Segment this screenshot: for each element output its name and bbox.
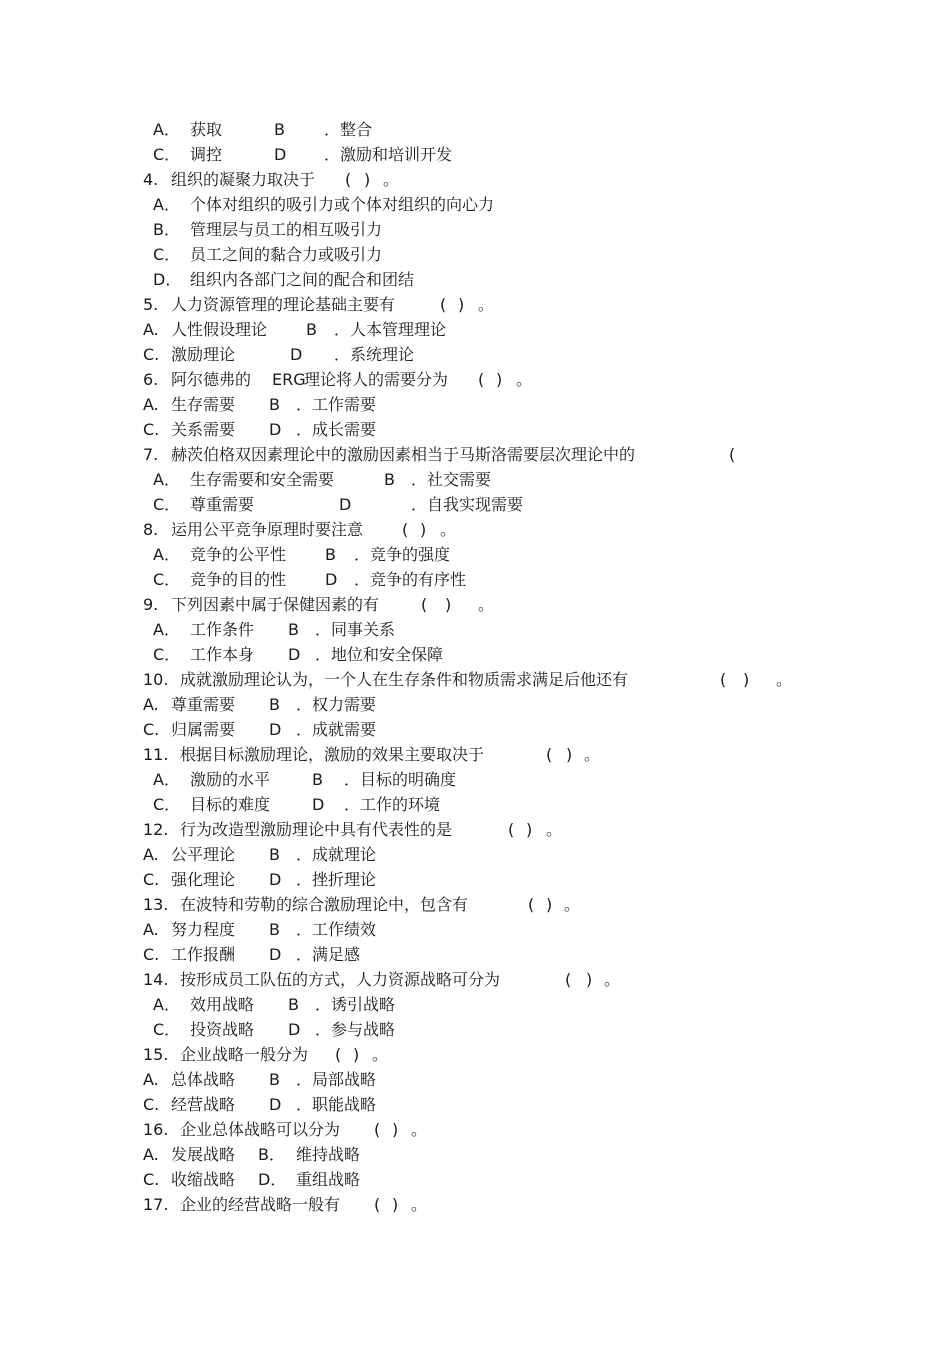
text-segment: A． <box>153 620 180 639</box>
text-segment: C． <box>153 1020 181 1039</box>
text-segment: ．地位和安全保障 <box>315 645 444 664</box>
text-segment: 工作条件 <box>190 620 255 639</box>
text-segment: 管理层与员工的相互吸引力 <box>190 220 383 239</box>
text-segment: 企业战略一般分为 <box>180 1045 309 1064</box>
text-segment: 按形成员工队伍的方式，人力资源战略可分为 <box>180 970 501 989</box>
text-line <box>0 143 950 167</box>
text-segment: C． <box>153 795 181 814</box>
text-segment: ．职能战略 <box>296 1095 377 1114</box>
text-segment: C. <box>143 870 160 889</box>
text-segment: 调控 <box>190 145 223 164</box>
text-line <box>0 1193 950 1217</box>
text-segment: B． <box>258 1145 285 1164</box>
text-line <box>0 1043 950 1067</box>
text-segment: ．目标的明确度 <box>344 770 457 789</box>
text-segment: 收缩战略 <box>171 1170 236 1189</box>
text-segment: A. <box>143 920 159 939</box>
text-segment: C． <box>153 145 181 164</box>
text-segment: 强化理论 <box>171 870 236 889</box>
text-segment: ．挫折理论 <box>296 870 377 889</box>
text-segment: A. <box>143 845 159 864</box>
text-segment: B <box>288 995 299 1014</box>
text-segment: 。 <box>564 895 581 914</box>
text-segment: 13. <box>143 895 169 914</box>
text-segment: 重组战略 <box>296 1170 361 1189</box>
text-segment: 生存需要和安全需要 <box>190 470 335 489</box>
text-segment: D． <box>153 270 182 289</box>
text-segment: ERG <box>272 370 306 389</box>
text-segment: C. <box>143 945 160 964</box>
text-segment: D <box>312 795 325 814</box>
text-line <box>0 693 950 717</box>
text-segment: 个体对组织的吸引力或个体对组织的向心力 <box>190 195 495 214</box>
text-segment: 15. <box>143 1045 169 1064</box>
text-segment: 下列因素中属于保健因素的有 <box>171 595 380 614</box>
text-segment: ) <box>445 595 452 614</box>
text-segment: 16. <box>143 1120 169 1139</box>
text-line <box>0 293 950 317</box>
text-segment: 在波特和劳勒的综合激励理论中，包含有 <box>180 895 469 914</box>
text-segment: ) <box>586 970 593 989</box>
text-segment: ( <box>720 670 727 689</box>
text-segment: ( <box>402 520 409 539</box>
text-segment: ( <box>374 1195 381 1214</box>
text-segment: B <box>269 845 280 864</box>
text-segment: A. <box>143 1145 159 1164</box>
text-segment: 6. <box>143 370 159 389</box>
text-segment: 8. <box>143 520 159 539</box>
text-segment: ．局部战略 <box>296 1070 377 1089</box>
text-segment: ．系统理论 <box>334 345 415 364</box>
text-segment: ．工作需要 <box>296 395 377 414</box>
text-segment: 。 <box>440 520 457 539</box>
text-segment: D <box>274 145 287 164</box>
text-segment: C． <box>153 645 181 664</box>
text-segment: 17. <box>143 1195 169 1214</box>
text-segment: 竞争的公平性 <box>190 545 287 564</box>
text-segment: 企业总体战略可以分为 <box>180 1120 341 1139</box>
text-segment: 10. <box>143 670 169 689</box>
text-segment: C. <box>143 1170 160 1189</box>
text-segment: 。 <box>546 820 563 839</box>
text-segment: A． <box>153 770 180 789</box>
text-segment: 14. <box>143 970 169 989</box>
text-segment: B <box>384 470 395 489</box>
text-segment: 12. <box>143 820 169 839</box>
text-segment: ( <box>345 170 352 189</box>
text-segment: 组织内各部门之间的配合和团结 <box>190 270 415 289</box>
text-segment: ．满足感 <box>296 945 361 964</box>
text-line <box>0 668 950 692</box>
text-segment: A. <box>143 695 159 714</box>
text-segment: ) <box>392 1195 399 1214</box>
text-segment: ．成长需要 <box>296 420 377 439</box>
text-line <box>0 518 950 542</box>
text-segment: D <box>290 345 303 364</box>
text-segment: 经营战略 <box>171 1095 236 1114</box>
text-segment: 行为改造型激励理论中具有代表性的是 <box>180 820 453 839</box>
text-segment: 。 <box>516 370 533 389</box>
text-segment: ．参与战略 <box>315 1020 396 1039</box>
text-line <box>0 543 950 567</box>
text-line <box>0 918 950 942</box>
text-segment: 5. <box>143 295 159 314</box>
text-segment: ) <box>353 1045 360 1064</box>
text-segment: A． <box>153 470 180 489</box>
text-segment: C. <box>143 420 160 439</box>
text-segment: A． <box>153 195 180 214</box>
text-segment: 阿尔德弗的 <box>171 370 252 389</box>
text-line <box>0 1018 950 1042</box>
text-line <box>0 493 950 517</box>
text-line <box>0 468 950 492</box>
text-segment: ) <box>546 895 553 914</box>
text-segment: D <box>269 420 282 439</box>
text-segment: ．工作绩效 <box>296 920 377 939</box>
text-line <box>0 1068 950 1092</box>
text-segment: 关系需要 <box>171 420 236 439</box>
text-segment: B <box>269 920 280 939</box>
text-segment: B <box>269 695 280 714</box>
text-segment: B． <box>153 220 180 239</box>
text-segment: B <box>274 120 285 139</box>
text-segment: 企业的经营战略一般有 <box>180 1195 341 1214</box>
text-segment: ．成就理论 <box>296 845 377 864</box>
text-segment: ( <box>508 820 515 839</box>
text-segment: ) <box>392 1120 399 1139</box>
text-segment: 工作报酬 <box>171 945 236 964</box>
text-segment: C． <box>153 245 181 264</box>
text-segment: A. <box>143 395 159 414</box>
text-segment: 目标的难度 <box>190 795 271 814</box>
text-segment: ( <box>335 1045 342 1064</box>
text-segment: C. <box>143 345 160 364</box>
text-segment: 7. <box>143 445 159 464</box>
text-line <box>0 868 950 892</box>
text-segment: ) <box>364 170 371 189</box>
text-segment: 运用公平竞争原理时要注意 <box>171 520 364 539</box>
text-segment: 归属需要 <box>171 720 236 739</box>
text-line <box>0 643 950 667</box>
text-segment: A． <box>153 545 180 564</box>
text-segment: C． <box>153 570 181 589</box>
text-segment: D <box>269 870 282 889</box>
text-segment: ．竞争的有序性 <box>354 570 467 589</box>
text-segment: 。 <box>604 970 621 989</box>
text-segment: A. <box>143 320 159 339</box>
text-segment: 人性假设理论 <box>171 320 268 339</box>
text-segment: 9. <box>143 595 159 614</box>
text-segment: 理论将人的需要分为 <box>304 370 449 389</box>
text-segment: A. <box>143 1070 159 1089</box>
text-segment: ) <box>526 820 533 839</box>
text-segment: D <box>269 720 282 739</box>
text-segment: ( <box>478 370 485 389</box>
text-line <box>0 818 950 842</box>
text-segment: ( <box>440 295 447 314</box>
text-segment: B <box>306 320 317 339</box>
text-line <box>0 443 950 467</box>
text-line <box>0 418 950 442</box>
text-line <box>0 243 950 267</box>
text-segment: 工作本身 <box>190 645 255 664</box>
text-segment: 尊重需要 <box>190 495 255 514</box>
text-segment: ) <box>566 745 573 764</box>
text-segment: 公平理论 <box>171 845 236 864</box>
text-segment: 。 <box>584 745 601 764</box>
text-line <box>0 1143 950 1167</box>
text-segment: ．工作的环境 <box>344 795 441 814</box>
text-line <box>0 793 950 817</box>
text-line <box>0 593 950 617</box>
text-line <box>0 1093 950 1117</box>
text-segment: D <box>288 1020 301 1039</box>
text-line <box>0 368 950 392</box>
text-line <box>0 618 950 642</box>
text-segment: ) <box>458 295 465 314</box>
text-segment: 。 <box>776 670 793 689</box>
text-segment: 发展战略 <box>171 1145 236 1164</box>
text-segment: 。 <box>372 1045 389 1064</box>
text-line <box>0 993 950 1017</box>
text-segment: 激励理论 <box>171 345 236 364</box>
text-segment: 。 <box>478 595 495 614</box>
text-segment: 人力资源管理的理论基础主要有 <box>171 295 396 314</box>
text-line <box>0 1118 950 1142</box>
text-line <box>0 843 950 867</box>
text-line <box>0 743 950 767</box>
text-line <box>0 168 950 192</box>
text-segment: ( <box>374 1120 381 1139</box>
text-line <box>0 568 950 592</box>
text-segment: ( <box>546 745 553 764</box>
text-segment: 11. <box>143 745 169 764</box>
text-segment: A． <box>153 995 180 1014</box>
text-segment: ．同事关系 <box>315 620 396 639</box>
text-segment: ．社交需要 <box>411 470 492 489</box>
text-segment: 成就激励理论认为，一个人在生存条件和物质需求满足后他还有 <box>180 670 629 689</box>
text-segment: C. <box>143 720 160 739</box>
text-segment: 4. <box>143 170 159 189</box>
text-segment: ( <box>565 970 572 989</box>
text-segment: D <box>288 645 301 664</box>
text-line <box>0 968 950 992</box>
text-segment: ．人本管理理论 <box>334 320 447 339</box>
text-segment: B <box>312 770 323 789</box>
text-segment: B <box>269 395 280 414</box>
text-segment: 赫茨伯格双因素理论中的激励因素相当于马斯洛需要层次理论中的 <box>171 445 636 464</box>
text-segment: 获取 <box>190 120 223 139</box>
text-segment: ．竞争的强度 <box>354 545 451 564</box>
text-segment: ．诱引战略 <box>315 995 396 1014</box>
text-segment: 尊重需要 <box>171 695 236 714</box>
text-line <box>0 393 950 417</box>
text-segment: ( <box>729 445 736 464</box>
text-segment: 。 <box>411 1120 428 1139</box>
text-line <box>0 218 950 242</box>
text-segment: D <box>269 1095 282 1114</box>
text-segment: 效用战略 <box>190 995 255 1014</box>
text-segment: ) <box>496 370 503 389</box>
text-line <box>0 318 950 342</box>
text-segment: 员工之间的黏合力或吸引力 <box>190 245 383 264</box>
text-segment: ．权力需要 <box>296 695 377 714</box>
text-line <box>0 1168 950 1192</box>
text-segment: 。 <box>411 1195 428 1214</box>
text-segment: C. <box>143 1095 160 1114</box>
text-line <box>0 768 950 792</box>
text-segment: 生存需要 <box>171 395 236 414</box>
text-segment: A． <box>153 120 180 139</box>
text-segment: 维持战略 <box>296 1145 361 1164</box>
text-segment: ．整合 <box>324 120 373 139</box>
text-line <box>0 268 950 292</box>
text-segment: ) <box>420 520 427 539</box>
text-segment: ( <box>421 595 428 614</box>
text-segment: ) <box>743 670 750 689</box>
text-segment: D <box>269 945 282 964</box>
text-segment: 投资战略 <box>190 1020 255 1039</box>
text-segment: ．自我实现需要 <box>411 495 524 514</box>
text-line <box>0 718 950 742</box>
text-segment: B <box>269 1070 280 1089</box>
text-line <box>0 193 950 217</box>
text-segment: ．成就需要 <box>296 720 377 739</box>
text-segment: D． <box>258 1170 287 1189</box>
text-segment: 努力程度 <box>171 920 236 939</box>
text-segment: 。 <box>383 170 400 189</box>
text-segment: D <box>339 495 352 514</box>
text-segment: 组织的凝聚力取决于 <box>171 170 316 189</box>
text-line <box>0 343 950 367</box>
text-segment: 激励的水平 <box>190 770 271 789</box>
text-segment: C． <box>153 495 181 514</box>
text-line <box>0 943 950 967</box>
text-segment: B <box>325 545 336 564</box>
text-segment: ．激励和培训开发 <box>324 145 453 164</box>
text-segment: 。 <box>478 295 495 314</box>
text-segment: 根据目标激励理论，激励的效果主要取决于 <box>180 745 485 764</box>
text-segment: 总体战略 <box>171 1070 236 1089</box>
text-segment: B <box>288 620 299 639</box>
text-segment: 竞争的目的性 <box>190 570 287 589</box>
text-segment: D <box>325 570 338 589</box>
text-segment: ( <box>528 895 535 914</box>
text-line <box>0 118 950 142</box>
text-line <box>0 893 950 917</box>
